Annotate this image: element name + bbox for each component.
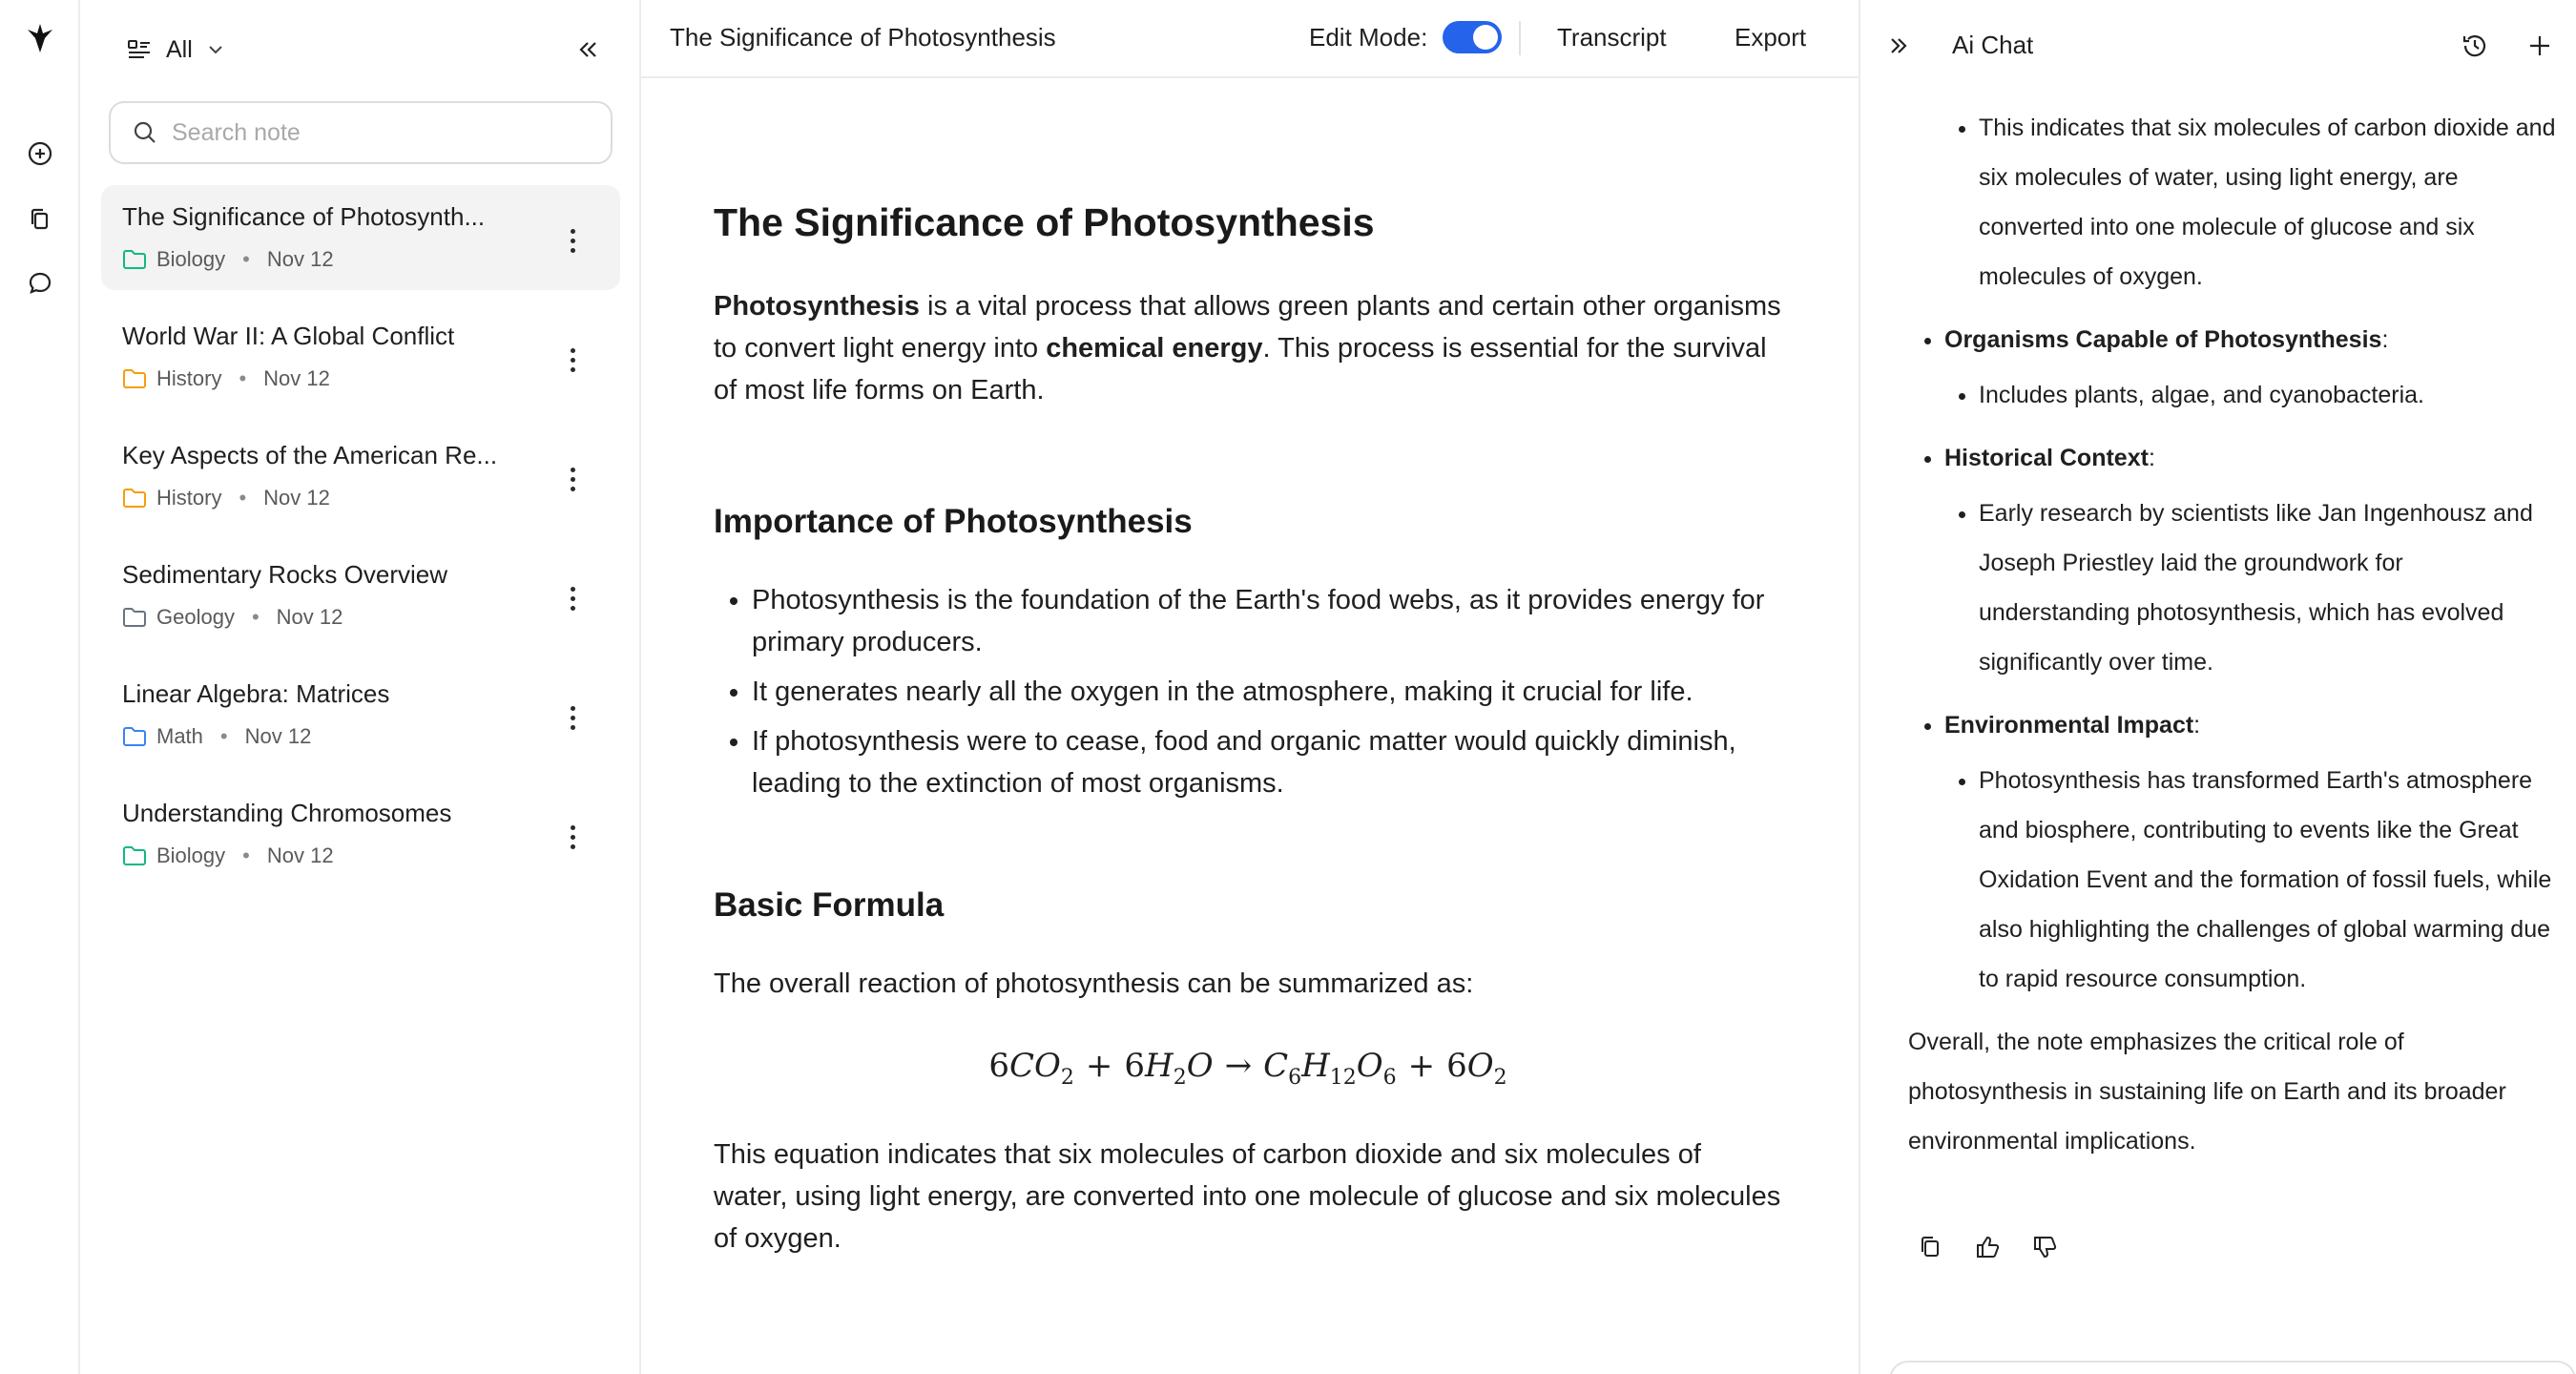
chat-list-item (1944, 700, 2557, 1004)
note-list (101, 185, 620, 901)
chat-list-item (1944, 315, 2557, 420)
intro-paragraph (714, 285, 1782, 411)
add-circle-icon[interactable] (19, 133, 61, 175)
formula-explanation: This equation indicates that six molecules of carbon dioxide and six molecules of water, using light energy, are converted into one molecule of glucose and six molecules of oxygen. (714, 1138, 1781, 1254)
note-date: Nov 12 (276, 605, 343, 629)
note-title: Linear Algebra: Matrices (122, 679, 390, 708)
app-rail (0, 0, 80, 1374)
chat-sublist (1944, 756, 2557, 1004)
more-options-icon[interactable] (555, 697, 590, 739)
list-filter-icon (126, 36, 153, 63)
edit-mode-control (1309, 21, 1502, 53)
intro-text: is a vital process that allows green plants and certain other organisms to convert light energy into (714, 291, 1781, 364)
chat-heading: Organisms Capable of Photosynthesis (1944, 326, 2382, 353)
chat-message (1908, 103, 2557, 1166)
more-options-icon[interactable] (555, 219, 590, 261)
search-icon (132, 119, 158, 146)
ai-chat-panel (1859, 0, 2576, 1374)
plus-icon (2527, 33, 2552, 58)
colon: : (2148, 445, 2155, 471)
search-input[interactable] (172, 119, 592, 147)
note-meta (122, 724, 620, 749)
formula-intro: The overall reaction of photosynthesis can be summarized as: (714, 968, 1474, 999)
chat-input[interactable] (1889, 1361, 2576, 1374)
chat-summary: Overall, the note emphasizes the critical role of photosynthesis in sustaining life on Earth and its broader environmental implications. (1908, 1029, 2506, 1155)
note-date: Nov 12 (263, 486, 330, 510)
chat-heading: Environmental Impact (1944, 712, 2194, 739)
document-tab-title: The Significance of Photosynthesis (670, 23, 1056, 52)
history-icon (2461, 31, 2489, 60)
transcript-button[interactable]: Transcript (1557, 23, 1667, 52)
note-folder: History (156, 486, 222, 510)
note-meta (122, 247, 620, 272)
meta-separator: • (251, 605, 260, 629)
chat-list-item: • This indicates that six molecules of carbon dioxide and six molecules of water, using light energy, are converted into one molecule of glucose and six molecules of oxygen. (1979, 103, 2557, 302)
note-meta (122, 486, 620, 510)
export-button[interactable]: Export (1735, 23, 1807, 52)
meta-separator: • (219, 724, 228, 748)
thumbs-down-icon[interactable] (2028, 1231, 2061, 1263)
note-folder: Geology (156, 605, 235, 629)
meta-separator: • (239, 486, 247, 510)
note-title: World War II: A Global Conflict (122, 322, 455, 350)
meta-separator: • (242, 843, 250, 867)
note-title: Key Aspects of the American Re... (122, 441, 498, 469)
folder-icon (122, 249, 147, 270)
search-box (109, 101, 613, 164)
edit-mode-toggle[interactable] (1443, 21, 1502, 53)
collapse-sidebar-button[interactable] (567, 29, 609, 71)
copy-icon[interactable] (1914, 1231, 1946, 1263)
note-folder: Biology (156, 843, 226, 867)
note-meta (122, 605, 620, 630)
folder-icon (122, 607, 147, 628)
bold-term: chemical energy (1046, 333, 1263, 364)
intro-text: . This process is essential for the survival of most life forms on Earth. (714, 333, 1767, 406)
importance-list (714, 579, 1782, 804)
section-heading-importance: Importance of Photosynthesis (714, 503, 1193, 540)
note-meta (122, 366, 620, 391)
list-item: • If photosynthesis were to cease, food and organic matter would quickly diminish, leading to the extinction of most organisms. (752, 720, 1782, 804)
list-item: • It generates nearly all the oxygen in the atmosphere, making it crucial for life. (752, 671, 1782, 713)
message-actions (1914, 1231, 2061, 1263)
list-item: • Photosynthesis is the foundation of the Earth's food webs, as it provides energy for primary producers. (752, 579, 1782, 663)
folder-icon (122, 726, 147, 747)
chat-list-item: • Early research by scientists like Jan Ingenhousz and Joseph Priestley laid the groundwork for understanding photosynthesis, which has evolved significantly over time. (1979, 489, 2557, 687)
chat-sublist (1944, 370, 2557, 420)
more-options-icon[interactable] (555, 458, 590, 500)
note-title: Understanding Chromosomes (122, 799, 452, 827)
chat-list (1908, 103, 2557, 1004)
note-folder: Biology (156, 247, 226, 271)
note-title: Sedimentary Rocks Overview (122, 560, 447, 589)
note-date: Nov 12 (266, 247, 334, 271)
edit-mode-label: Edit Mode: (1309, 22, 1428, 52)
note-list-item[interactable] (101, 781, 620, 886)
note-date: Nov 12 (266, 843, 334, 867)
meta-separator: • (242, 247, 250, 271)
chat-header (1860, 0, 2576, 86)
filter-label: All (166, 35, 193, 63)
thumbs-up-icon[interactable] (1971, 1231, 2004, 1263)
note-title: The Significance of Photosynth... (122, 202, 486, 231)
document-content[interactable] (714, 200, 1782, 1260)
editor-panel (641, 0, 1859, 1374)
folder-icon (122, 368, 147, 389)
more-options-icon[interactable] (555, 339, 590, 381)
section-heading-formula: Basic Formula (714, 886, 945, 924)
double-chevron-right-icon (1887, 34, 1910, 57)
colon: : (2381, 326, 2389, 353)
filter-dropdown[interactable] (126, 29, 225, 71)
note-list-item[interactable] (101, 185, 620, 290)
chat-list-item: • Includes plants, algae, and cyanobacteria. (1979, 370, 2557, 420)
note-list-item[interactable] (101, 662, 620, 767)
document-title: The Significance of Photosynthesis (714, 200, 1375, 244)
chat-sublist (1944, 103, 2557, 302)
bold-term: Photosynthesis (714, 291, 920, 322)
chat-sublist (1944, 489, 2557, 687)
more-options-icon[interactable] (555, 577, 590, 619)
chat-history-button[interactable] (2454, 25, 2496, 67)
note-meta (122, 843, 620, 868)
more-options-icon[interactable] (555, 816, 590, 858)
note-folder: Math (156, 724, 203, 748)
chat-heading: Historical Context (1944, 445, 2149, 471)
note-list-item[interactable] (101, 424, 620, 529)
chat-list-item: • Photosynthesis has transformed Earth's atmosphere and biosphere, contributing to events like the Great Oxidation Event and the formation of fossil fuels, while also highlighting the challenges of global warming due to rapid resource consumption. (1979, 756, 2557, 1004)
double-chevron-left-icon (575, 37, 600, 62)
expand-chat-button[interactable] (1880, 27, 1918, 65)
toolbar-divider (1519, 21, 1521, 55)
note-date: Nov 12 (263, 366, 330, 390)
note-folder: History (156, 366, 222, 390)
new-chat-button[interactable] (2519, 25, 2561, 67)
formula: $6CO_2 + 6H_2O \to C_6H_{12}O_6 + 6O_2$ (988, 1047, 1507, 1090)
chat-list-item (1944, 433, 2557, 687)
folder-icon (122, 845, 147, 866)
note-date: Nov 12 (244, 724, 312, 748)
logo-icon[interactable] (19, 17, 61, 59)
chevron-down-icon (206, 40, 225, 59)
editor-toolbar (641, 0, 1859, 78)
meta-separator: • (239, 366, 247, 390)
folder-icon (122, 488, 147, 509)
copy-icon[interactable] (19, 198, 61, 240)
note-list-item[interactable] (101, 304, 620, 409)
chat-title: Ai Chat (1952, 31, 2034, 59)
colon: : (2193, 712, 2201, 739)
note-list-item[interactable] (101, 543, 620, 648)
chat-bubble-icon[interactable] (19, 262, 61, 304)
notes-panel (80, 0, 641, 1374)
